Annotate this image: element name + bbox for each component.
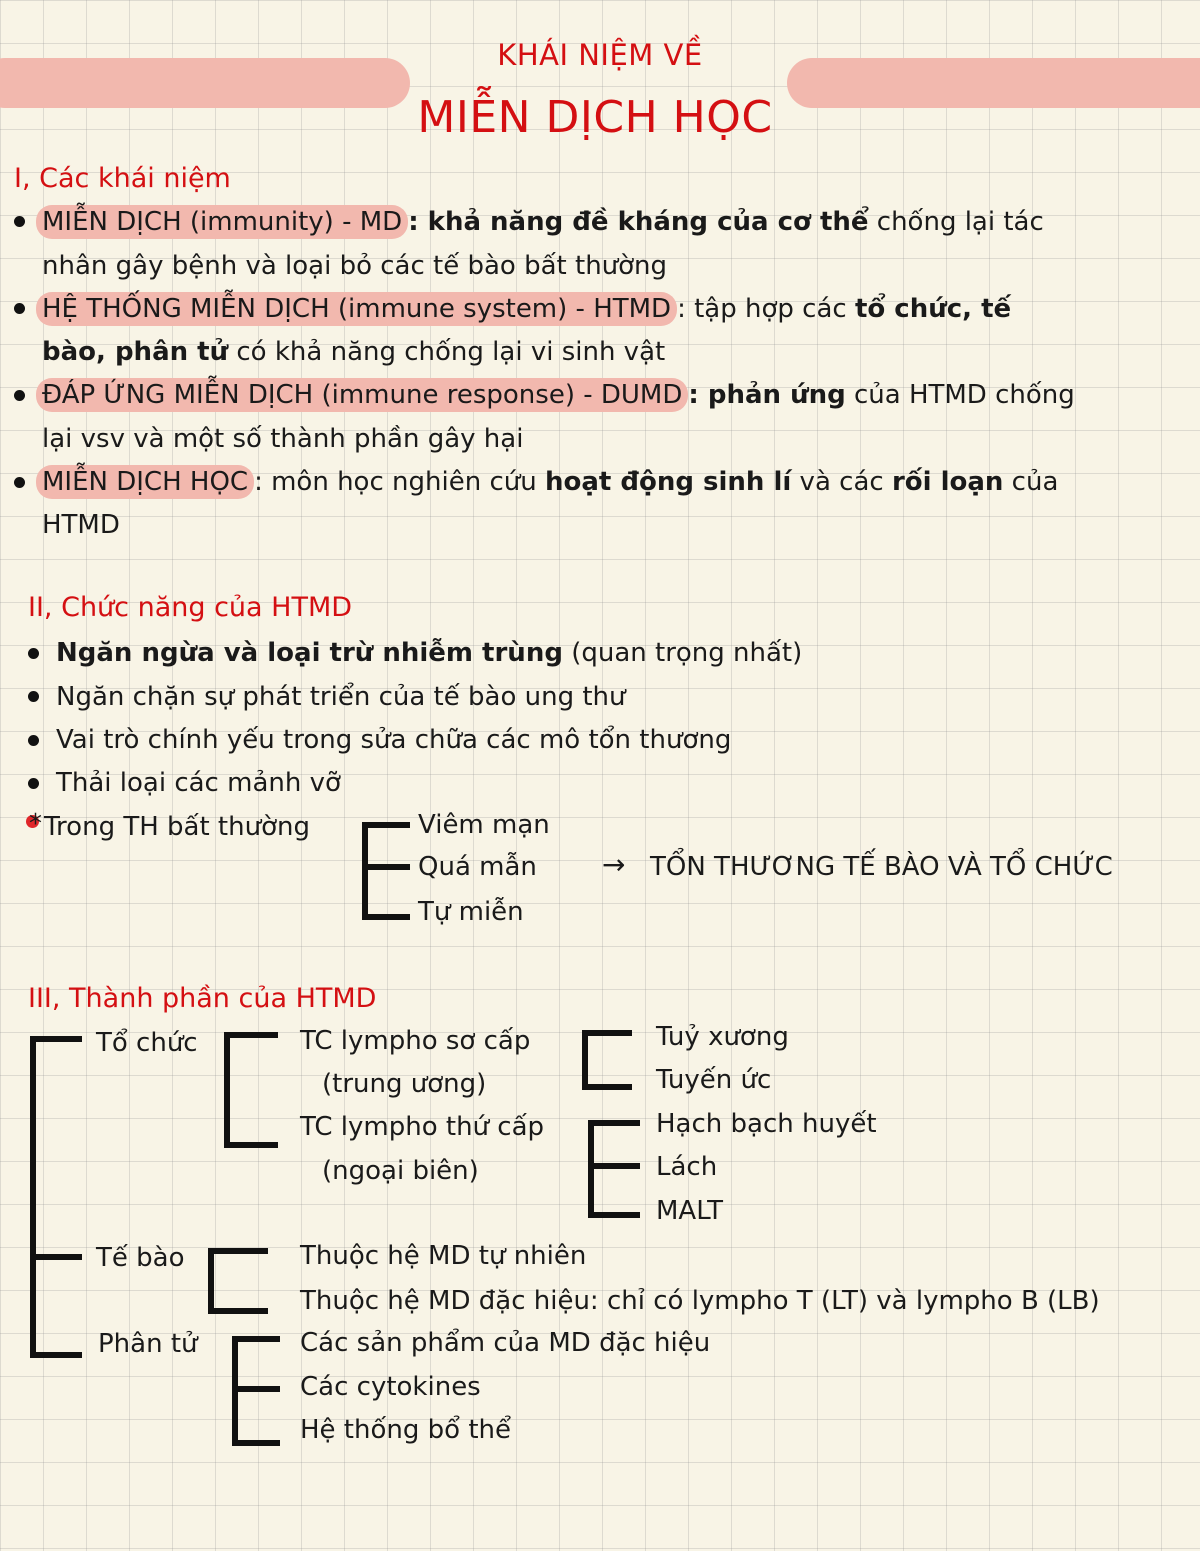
bullet-icon <box>14 390 25 401</box>
bullet-icon <box>14 216 25 227</box>
section-2-heading: II, Chức năng của HTMD <box>28 592 353 623</box>
definition-bold: : khả năng đề kháng của cơ thể <box>408 207 869 237</box>
term-highlight: ĐÁP ỨNG MIỄN DỊCH (immune response) - DUMD <box>36 378 688 412</box>
secondary-organ: Lách <box>656 1152 718 1182</box>
bullet-icon <box>28 735 39 746</box>
components-bracket <box>30 1036 82 1358</box>
concept-immunology <box>42 466 1058 498</box>
section-1-heading: I, Các khái niệm <box>14 163 231 194</box>
abnormal-case: Tự miễn <box>418 897 524 927</box>
function-text: (quan trọng nhất) <box>562 638 803 668</box>
definition-bold: : phản ứng <box>688 380 846 410</box>
bullet-icon <box>14 477 25 488</box>
concept-immune-system-line2 <box>42 336 665 368</box>
function-item: Thải loại các mảnh vỡ <box>56 768 341 798</box>
molecule-type: Các cytokines <box>300 1372 481 1402</box>
component-label-phan-tu: Phân tử <box>98 1329 198 1359</box>
page-title: MIỄN DỊCH HỌC <box>417 92 773 143</box>
function-item <box>56 637 802 669</box>
abnormal-case: Quá mẫn <box>418 852 537 882</box>
primary-lymphoid: TC lympho sơ cấp <box>300 1026 531 1056</box>
concept-immune-response-line2: lại vsv và một số thành phần gây hại <box>42 424 524 454</box>
molecule-type: Các sản phẩm của MD đặc hiệu <box>300 1328 711 1358</box>
definition-bold: hoạt động sinh lí <box>544 467 792 497</box>
bracket-tick <box>588 1163 640 1169</box>
section-3-heading: III, Thành phần của HTMD <box>28 983 377 1014</box>
function-item: Vai trò chính yếu trong sửa chữa các mô tổn thương <box>56 725 732 755</box>
term-highlight: MIỄN DỊCH HỌC <box>36 465 254 499</box>
cell-type: Thuộc hệ MD đặc hiệu: chỉ có lympho T (LT) và lympho B (LB) <box>300 1286 1100 1316</box>
component-label-to-chuc: Tổ chức <box>96 1028 198 1058</box>
secondary-lymphoid-sub: (ngoại biên) <box>322 1156 479 1186</box>
bracket-tick <box>362 864 410 870</box>
bullet-icon <box>28 648 39 659</box>
to-chuc-bracket <box>224 1032 278 1148</box>
concept-immunity <box>42 206 1044 238</box>
definition-text: : tập hợp các <box>677 294 855 324</box>
abnormal-bracket <box>362 822 410 920</box>
abnormal-result: TỔN THƯƠNG TẾ BÀO VÀ TỔ CHỨC <box>650 852 1113 882</box>
definition-text: chống lại tác <box>868 207 1044 237</box>
secondary-lymphoid: TC lympho thứ cấp <box>300 1112 545 1142</box>
concept-immunity-line2: nhân gây bệnh và loại bỏ các tế bào bất thường <box>42 251 668 281</box>
term-highlight: HỆ THỐNG MIỄN DỊCH (immune system) - HTMD <box>36 292 677 326</box>
secondary-organ: MALT <box>656 1196 724 1226</box>
te-bao-bracket <box>208 1248 268 1314</box>
bracket-tick <box>30 1254 82 1260</box>
secondary-bracket <box>588 1120 640 1218</box>
primary-organ: Tuyến ức <box>656 1065 772 1095</box>
concept-immune-system <box>42 293 1011 325</box>
definition-bold: rối loạn <box>891 467 1004 497</box>
function-bold: Ngăn ngừa và loại trừ nhiễm trùng <box>56 638 563 668</box>
definition-text: của <box>1003 467 1059 497</box>
definition-text: và các <box>791 467 892 497</box>
primary-organ: Tuỷ xương <box>656 1022 789 1052</box>
page-subtitle: KHÁI NIỆM VỀ <box>497 38 703 72</box>
molecule-type: Hệ thống bổ thể <box>300 1415 511 1445</box>
definition-text: : môn học nghiên cứu <box>254 467 545 497</box>
abnormal-star: * <box>29 809 42 839</box>
term-highlight: MIỄN DỊCH (immunity) - MD <box>36 205 408 239</box>
primary-lymphoid-sub: (trung ương) <box>322 1069 487 1099</box>
concept-immunology-line2: HTMD <box>42 510 120 540</box>
bracket-tick <box>232 1386 280 1392</box>
bullet-icon <box>14 303 25 314</box>
definition-text: có khả năng chống lại vi sinh vật <box>228 337 666 367</box>
arrow-right-icon: → <box>602 848 626 881</box>
function-item: Ngăn chặn sự phát triển của tế bào ung thư <box>56 682 626 712</box>
bullet-icon <box>28 691 39 702</box>
component-label-te-bao: Tế bào <box>96 1243 185 1273</box>
cell-type: Thuộc hệ MD tự nhiên <box>300 1241 587 1271</box>
primary-bracket <box>582 1030 632 1090</box>
definition-text: của HTMD chống <box>845 380 1075 410</box>
definition-bold: tổ chức, tế <box>854 294 1012 324</box>
secondary-organ: Hạch bạch huyết <box>656 1109 877 1139</box>
abnormal-label: Trong TH bất thường <box>44 812 310 842</box>
concept-immune-response <box>42 379 1075 411</box>
abnormal-case: Viêm mạn <box>418 810 550 840</box>
definition-bold: bào, phân tử <box>42 337 229 367</box>
bullet-icon <box>28 778 39 789</box>
